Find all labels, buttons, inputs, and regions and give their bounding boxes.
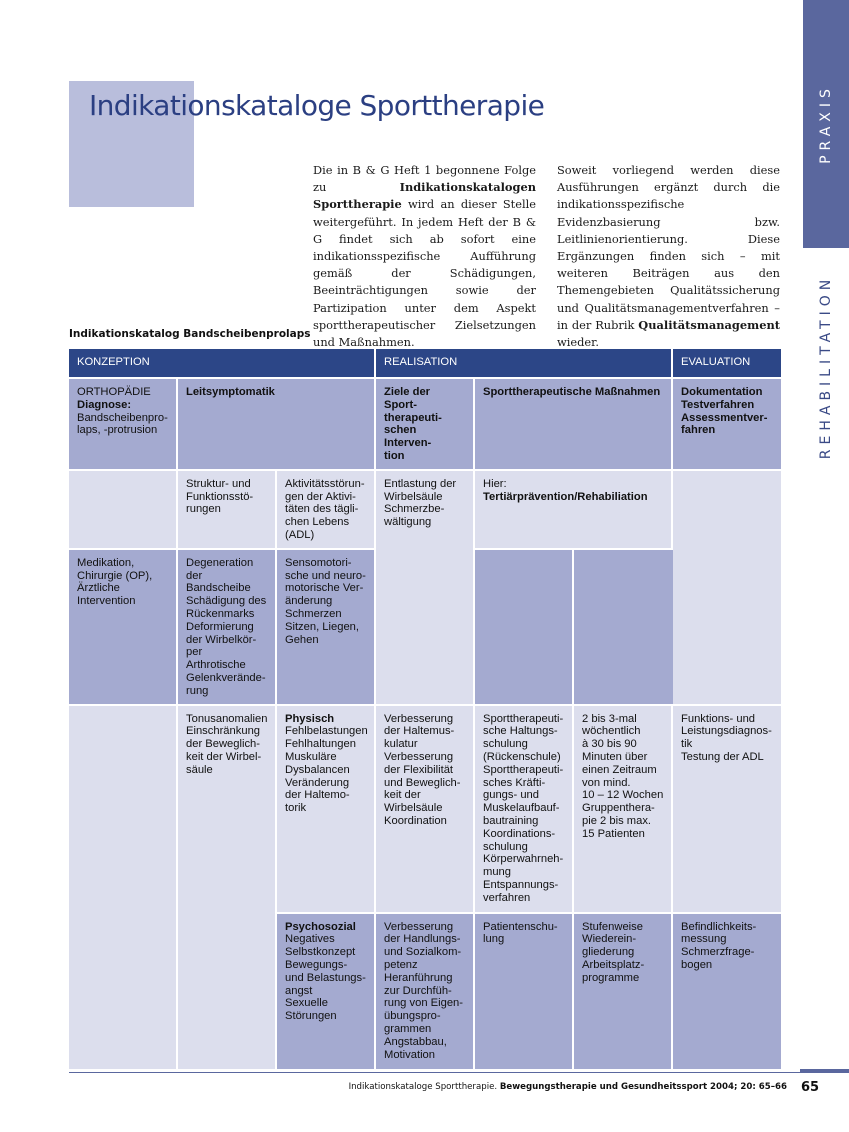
cell-leitsymptomatik: Leitsymptomatik [178,379,376,471]
page-number: 65 [801,1080,820,1095]
cell-empty [574,550,673,706]
cell-massnahmen: Sporttherapeutische Maßnahmen [475,379,673,471]
cell-empty [475,550,574,706]
cell-haltungsschulung: Sporttherapeuti- sche Haltungs- schulung (Rückenschule) Sporttherapeuti- sches Kräfti- gungs- und Muskelaufbauf- bautraining Koordinations- schulung Körperwahrneh- mung Entspannungs- verfahren [475,706,574,914]
table-header-row [69,349,781,379]
cell-stufenweise: Stufenweise Wiederein- gliederung Arbeitsplatz- programme [574,914,673,1071]
intro-column-left [313,162,536,351]
section-label-rehabilitation: REHABILITATION [818,274,834,460]
cell-struktur: Struktur- und Funktionsstö- rungen [178,471,277,550]
indication-table [69,349,781,1071]
cell-frequenz: 2 bis 3-mal wöchentlich à 30 bis 90 Minuten über einen Zeitraum von mind. 10 – 12 Wochen Gruppenthera- pie 2 bis max. 15 Patienten [574,706,673,914]
header-konzeption: KONZEPTION [69,349,376,379]
table-row [69,379,781,471]
header-evaluation: EVALUATION [673,349,781,379]
cell-physisch: Physisch Fehlbelastungen Fehlhaltungen Muskuläre Dysbalancen Veränderung der Haltemo- torik [277,706,376,914]
cell-medikation: Medikation, Chirurgie (OP), Ärztliche Intervention [69,550,178,706]
cell-psychosozial: Psychosozial Negatives Selbstkonzept Bewegungs- und Belastungs- angst Sexuelle Störungen [277,914,376,1071]
cell-sensomotorisch: Sensomotori- sche und neuro- motorische Ver- änderung Schmerzen Sitzen, Liegen, Gehen [277,550,376,706]
table-row [69,706,781,914]
table-row [69,471,781,550]
cell-diagnose: ORTHOPÄDIE Diagnose: Bandscheibenpro- laps, -protrusion [69,379,178,471]
cell-empty [673,471,781,706]
footer-citation: Indikationskataloge Sporttherapie. Bewegungstherapie und Gesundheitssport 2004; 20: 65–66 [348,1082,787,1092]
cell-ziele: Ziele der Sport- therapeuti- schen Interven- tion [376,379,475,471]
footer-rule-accent [800,1069,849,1073]
cell-handlung: Verbesserung der Handlungs- und Sozialkom- petenz Heranführung zur Durchfüh- rung von Eigen- übungspro- grammen Angstabbau, Motivation [376,914,475,1071]
section-label-praxis: PRAXIS [818,84,834,164]
cell-aktivitaet: Aktivitätsstörun- gen der Aktivi- täten des tägli- chen Lebens (ADL) [277,471,376,550]
cell-verbesserung: Verbesserung der Haltemus- kulatur Verbesserung der Flexibilität und Beweglich- keit der Wirbelsäule Koordination [376,706,475,914]
intro-paragraph-right: Soweit vorliegend werden diese Ausführungen ergänzt durch die indikationsspezifische Evidenzbasierung bzw. Leitlinienorientierung. Diese Ergänzungen finden sich – mit weiteren Beiträgen aus den Themengebieten Qualitätssicherung und Qualitätsmanagementverfahren – in der Rubrik Qualitätsmanagement wieder. [557,163,780,350]
cell-patientenschulung: Patientenschu- lung [475,914,574,1071]
cell-degeneration: Degeneration der Bandscheibe Schädigung des Rückenmarks Deformierung der Wirbelkör- per Arthrotische Gelenkverände- rung [178,550,277,706]
header-realisation: REALISATION [376,349,673,379]
footer-rule [69,1072,800,1073]
intro-paragraph-left: Die in B & G Heft 1 begonnene Folge zu Indikationskatalogen Sporttherapie wird an dieser Stelle weitergeführt. In jedem Heft der B & G findet sich ab sofort eine indikationsspezifische Aufführung gemäß der Schädigungen, Beeinträchtigungen sowie der Partizipation unter dem Aspekt sporttherapeutischer Zielsetzungen und Maßnahmen. [313,163,536,350]
page-title: Indikationskataloge Sporttherapie [89,89,545,122]
intro-column-right [557,162,780,351]
cell-funktion: Funktions- und Leistungsdiagnos- tik Testung der ADL [673,706,781,914]
cell-entlastung: Entlastung der Wirbelsäule Schmerzbe- wältigung [376,471,475,706]
cell-tertiaer: Hier: Tertiärprävention/Rehabiliation [475,471,673,550]
cell-dokumentation: Dokumentation Testverfahren Assessmentver- fahren [673,379,781,471]
cell-tonus: Tonusanomalien Einschränkung der Beweglich- keit der Wirbel- säule [178,706,277,1071]
cell-empty [69,471,178,550]
cell-befindlichkeit: Befindlichkeits- messung Schmerzfrage- bogen [673,914,781,1071]
cell-empty [69,706,178,1071]
table-caption: Indikationskatalog Bandscheibenprolaps [69,328,311,340]
